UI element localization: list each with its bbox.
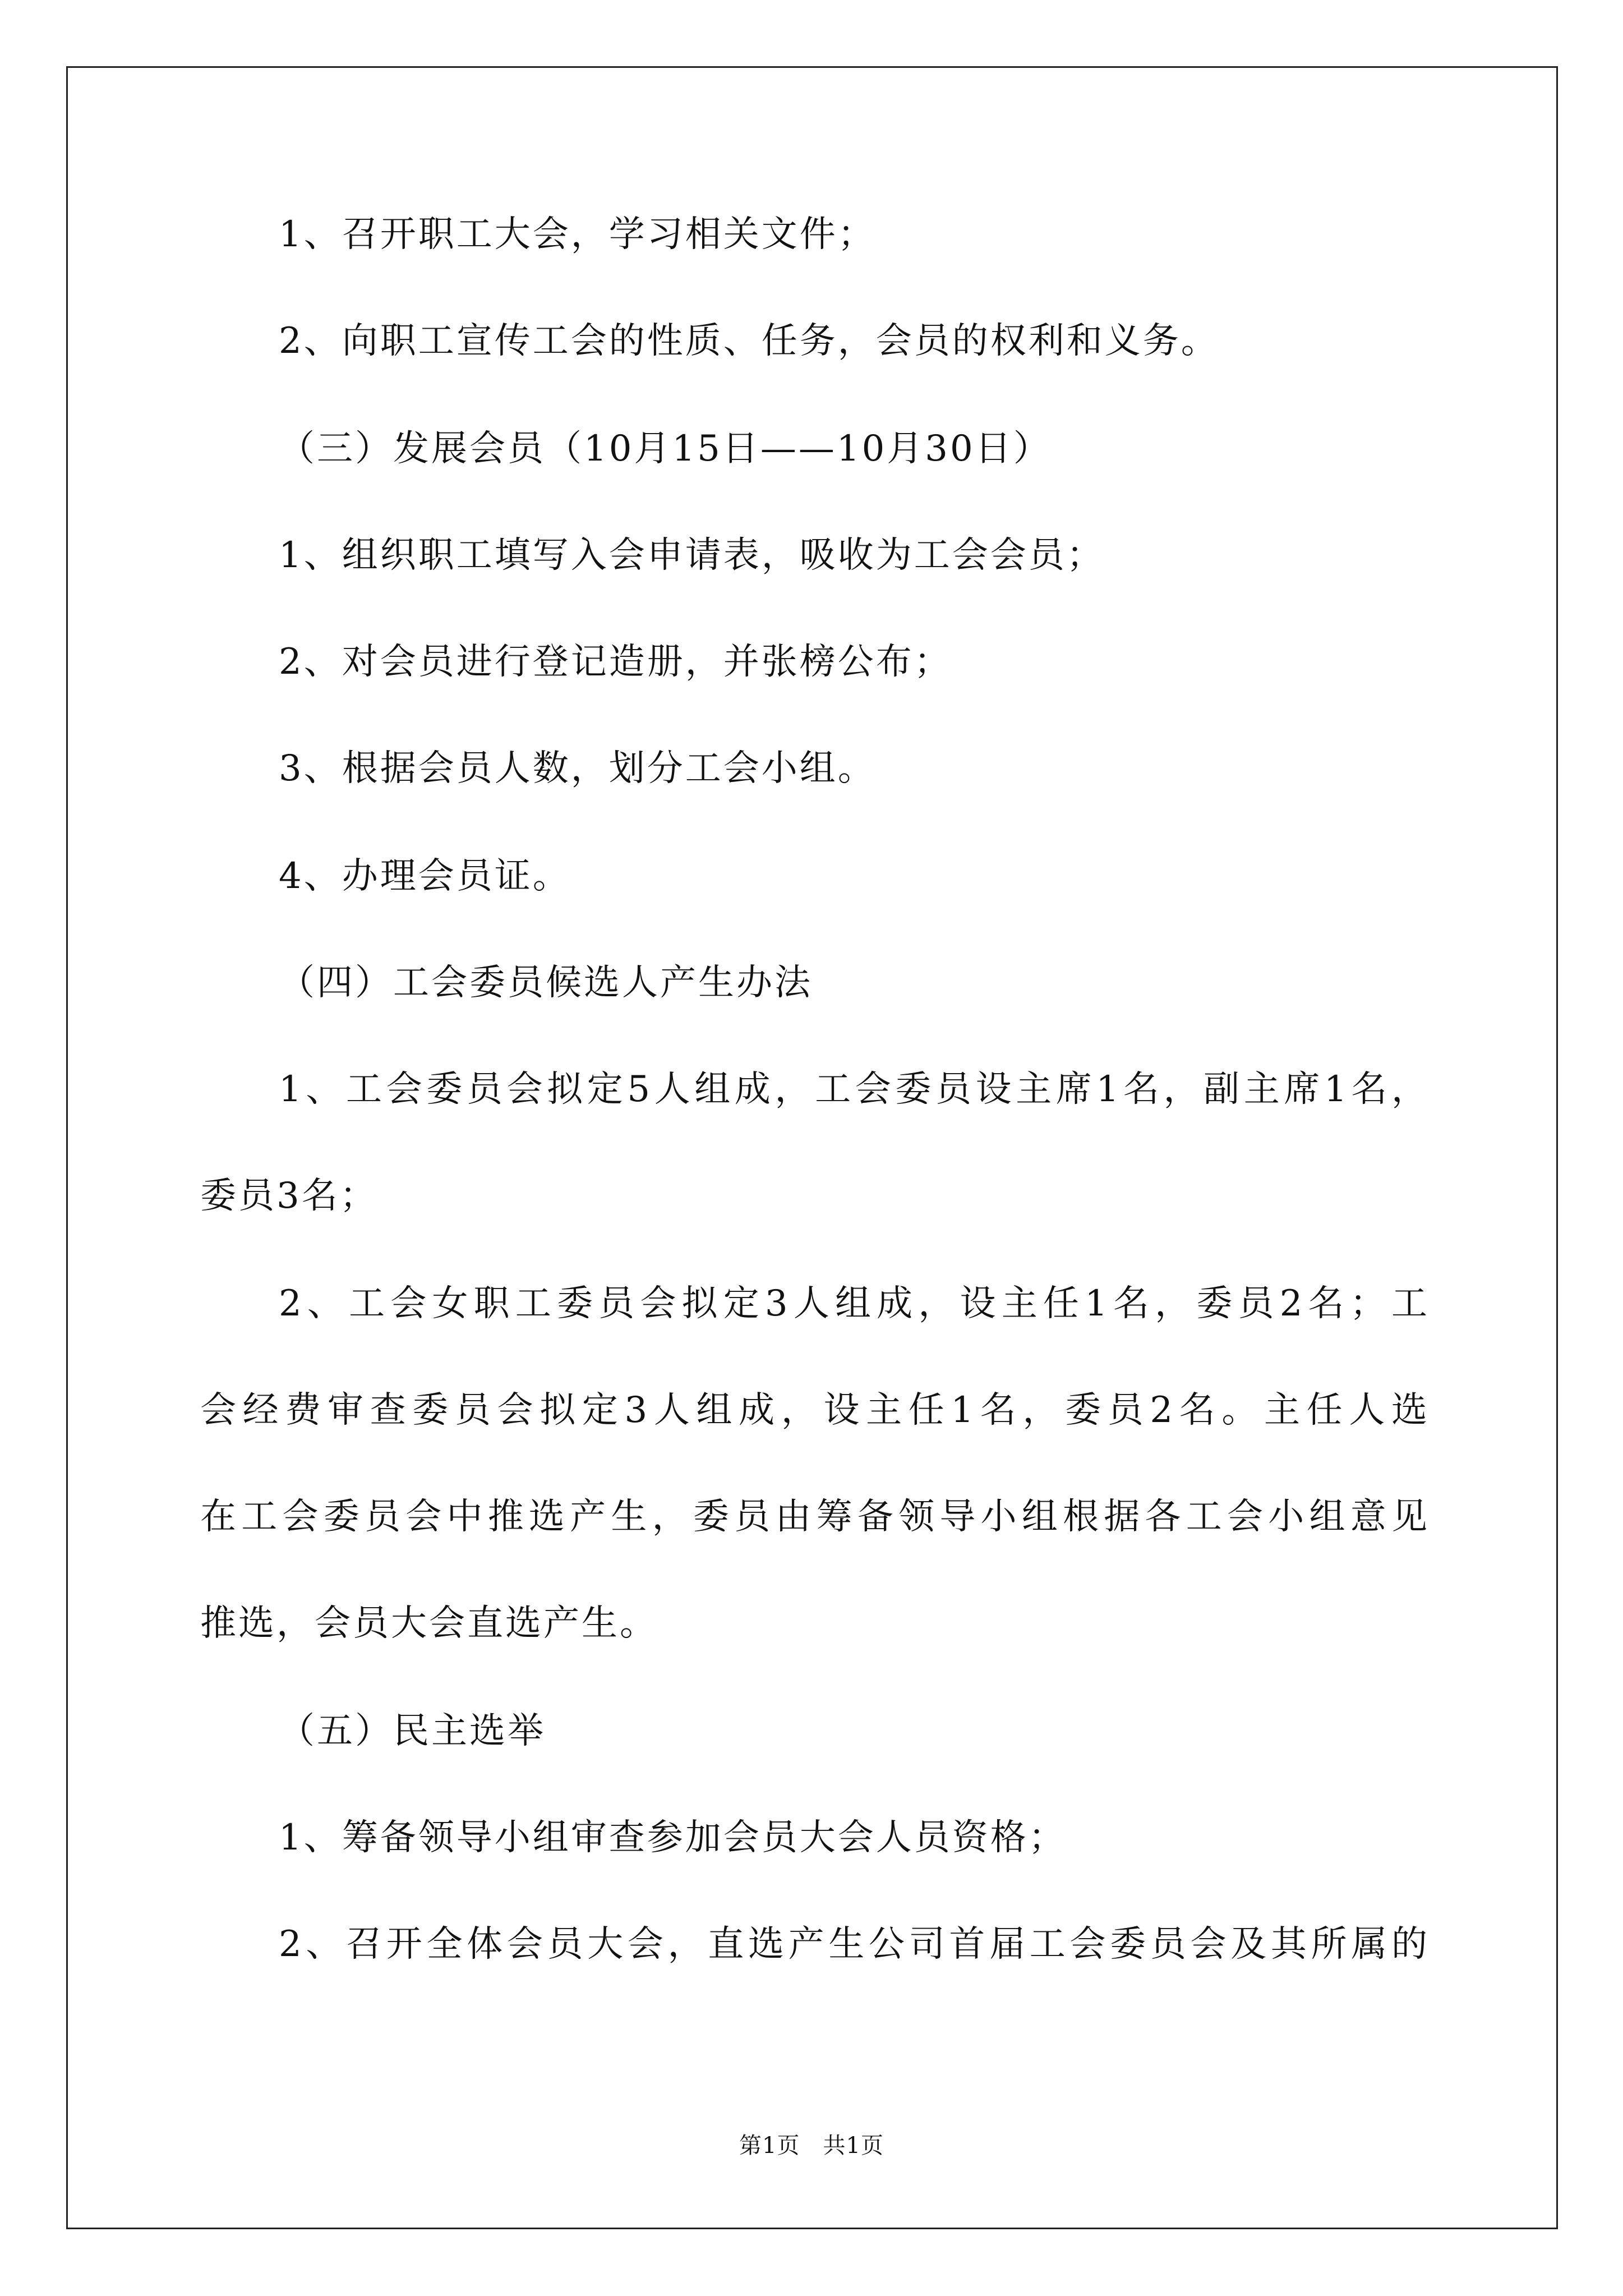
body-line-5: 2、对会员进行登记造册，并张榜公布； — [279, 641, 952, 683]
body-line-7: 4、办理会员证。 — [279, 855, 571, 897]
body-line-4: 1、组织职工填写入会申请表，吸收为工会会员； — [279, 535, 1105, 576]
body-line-17: 2、召开全体会员大会，直选产生公司首届工会委员会及其所属的 — [279, 1924, 1428, 1965]
body-line-1: 1、召开职工大会，学习相关文件； — [279, 214, 876, 255]
page-number-footer: 第1页 共1页 — [739, 2133, 884, 2159]
page-border — [66, 66, 1558, 2229]
body-line-9: 1、工会委员会拟定5人组成，工会委员设主席1名，副主席1名， — [279, 1069, 1428, 1110]
body-line-6: 3、根据会员人数，划分工会小组。 — [279, 748, 876, 789]
body-line-2: 2、向职工宣传工会的性质、任务，会员的权利和义务。 — [279, 320, 1219, 362]
body-line-11: 2、工会女职工委员会拟定3人组成，设主任1名，委员2名；工 — [279, 1283, 1428, 1324]
section-heading-4: （四）工会委员候选人产生办法 — [279, 962, 813, 1004]
body-line-16: 1、筹备领导小组审查参加会员大会人员资格； — [279, 1817, 1067, 1858]
section-heading-3: （三）发展会员（10月15日——10月30日） — [279, 428, 1052, 470]
section-heading-5: （五）民主选举 — [279, 1710, 546, 1752]
body-line-13: 在工会委员会中推选产生，委员由筹备领导小组根据各工会小组意见 — [200, 1496, 1428, 1538]
body-line-14: 推选，会员大会直选产生。 — [200, 1603, 658, 1644]
body-line-12: 会经费审查委员会拟定3人组成，设主任1名，委员2名。主任人选 — [200, 1389, 1428, 1431]
body-line-10: 委员3名； — [200, 1175, 378, 1217]
